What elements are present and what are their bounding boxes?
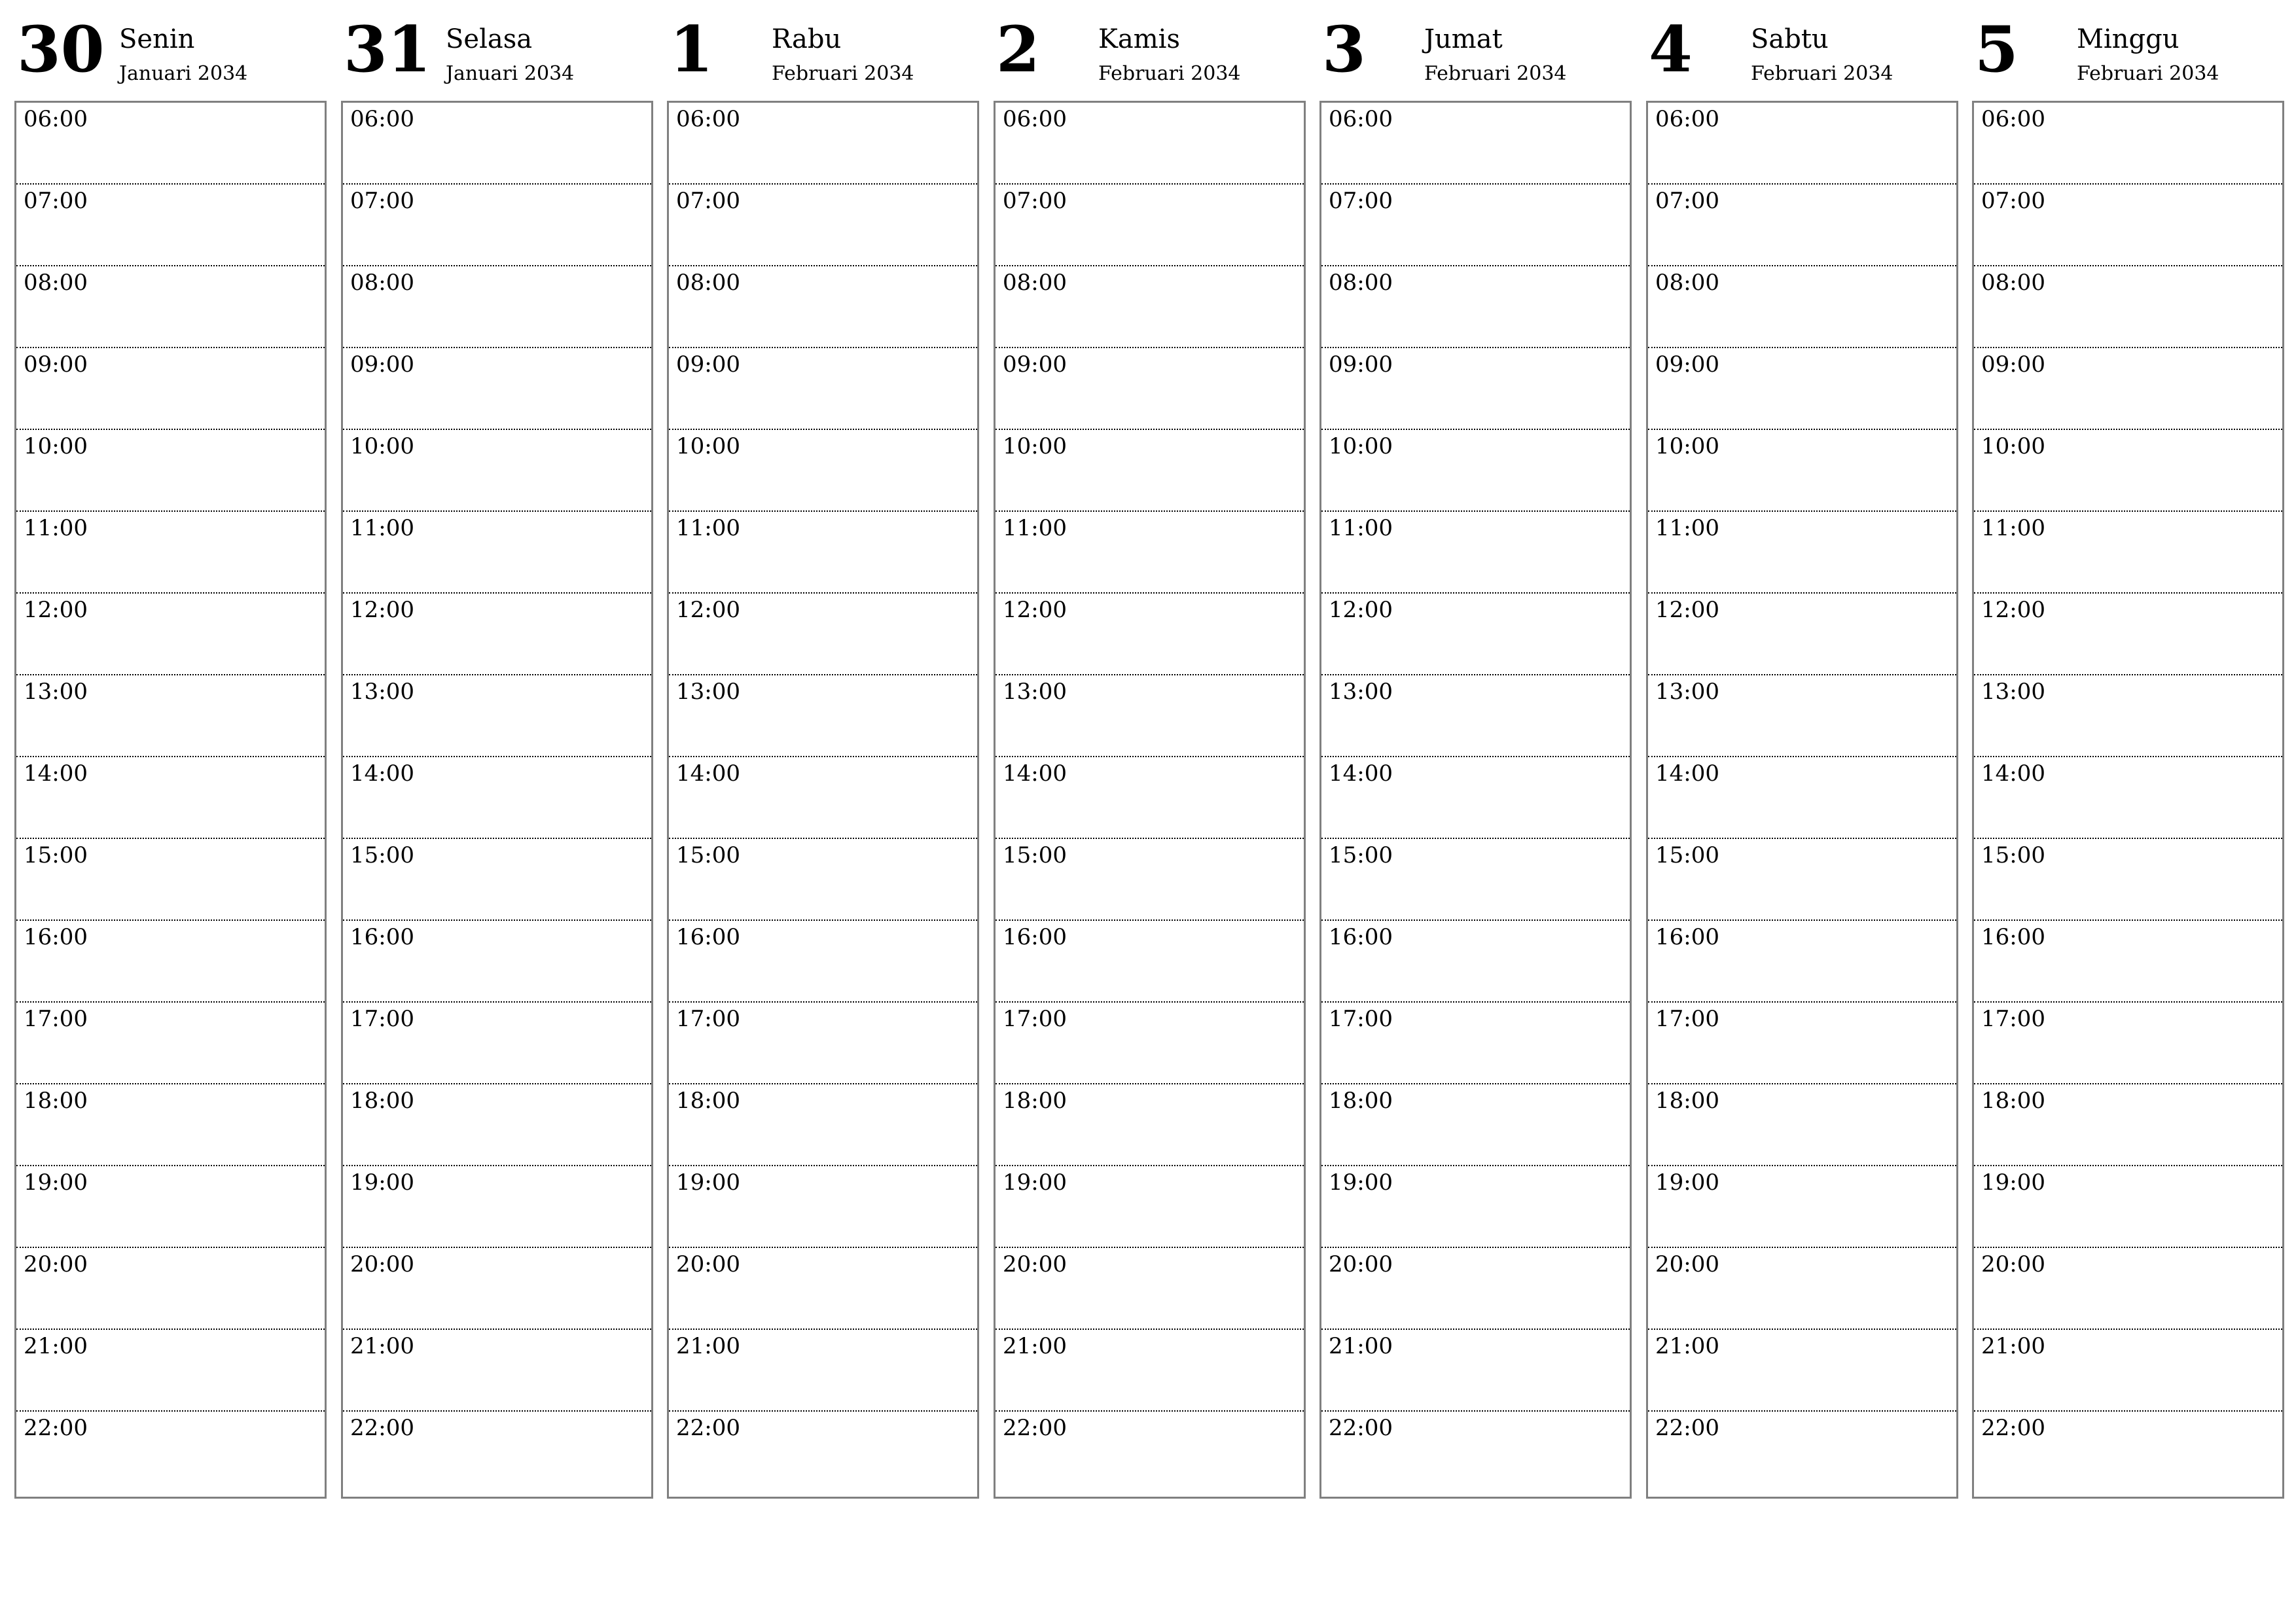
hour-slot[interactable] [1321,1248,1630,1330]
hour-slot[interactable] [1648,512,1956,594]
hour-slot[interactable] [1974,1166,2282,1248]
hour-slot[interactable] [996,1248,1304,1330]
day-month-year: Januari 2034 [119,62,248,85]
day-header [1319,0,1632,101]
hour-label: 14:00 [676,760,740,787]
hour-slot[interactable] [669,1248,977,1330]
hour-slot[interactable] [1648,103,1956,185]
hour-slot[interactable] [669,430,977,512]
hour-label: 21:00 [1655,1333,1719,1359]
hour-label: 21:00 [676,1333,740,1359]
hour-label: 15:00 [1329,842,1393,868]
hour-slot[interactable] [343,921,651,1003]
hour-label: 13:00 [1655,679,1719,705]
hour-label: 12:00 [1329,597,1393,623]
hour-label: 20:00 [676,1251,740,1277]
hour-slot[interactable] [1648,266,1956,348]
hour-label: 22:00 [1329,1415,1393,1441]
day-number: 3 [1322,12,1366,86]
hour-slot[interactable] [996,1166,1304,1248]
hour-label: 19:00 [1329,1169,1393,1196]
hour-label: 15:00 [1655,842,1719,868]
hour-slot[interactable] [1974,430,2282,512]
hour-label: 15:00 [1003,842,1067,868]
hour-slot[interactable] [1648,1412,1956,1493]
hour-slot[interactable] [343,757,651,839]
hour-label: 14:00 [1981,760,2045,787]
hour-slot[interactable] [16,430,325,512]
hour-slot[interactable] [16,1003,325,1084]
day-number: 31 [344,12,431,86]
hour-label: 18:00 [1655,1088,1719,1114]
hour-slot[interactable] [1648,675,1956,757]
hour-label: 11:00 [1003,515,1067,541]
hour-slot[interactable] [996,1084,1304,1166]
hour-label: 14:00 [1003,760,1067,787]
hour-label: 22:00 [676,1415,740,1441]
day-name: Selasa [446,24,533,54]
hour-label: 12:00 [350,597,414,623]
hour-label: 13:00 [1981,679,2045,705]
hour-slot[interactable] [1321,1084,1630,1166]
day-name: Sabtu [1751,24,1829,54]
hour-slot[interactable] [996,266,1304,348]
day-number: 1 [670,12,713,86]
hour-slot[interactable] [1974,675,2282,757]
day-month-year: Januari 2034 [446,62,575,85]
hour-slot[interactable] [996,103,1304,185]
weekly-planner [14,0,2288,1499]
hour-slot[interactable] [1321,839,1630,921]
hour-slot[interactable] [996,430,1304,512]
hour-label: 18:00 [1981,1088,2045,1114]
hour-slot[interactable] [1648,185,1956,266]
hour-label: 06:00 [24,106,88,132]
hour-label: 16:00 [1329,924,1393,950]
hour-slot[interactable] [16,348,325,430]
hour-label: 06:00 [676,106,740,132]
hour-slot[interactable] [1974,185,2282,266]
hour-slot[interactable] [996,1330,1304,1412]
hour-label: 08:00 [350,270,414,296]
day-header [1646,0,1958,101]
hour-label: 11:00 [1981,515,2045,541]
hour-label: 07:00 [1981,188,2045,214]
hour-label: 10:00 [350,433,414,459]
day-name: Minggu [2077,24,2179,54]
hour-slot[interactable] [669,103,977,185]
hour-slot[interactable] [669,266,977,348]
hour-label: 11:00 [24,515,88,541]
hour-label: 10:00 [1329,433,1393,459]
hour-slot[interactable] [343,675,651,757]
hour-label: 10:00 [676,433,740,459]
hour-slot[interactable] [16,266,325,348]
day-month-year: Februari 2034 [1751,62,1893,85]
hour-slot[interactable] [996,348,1304,430]
hour-label: 21:00 [1329,1333,1393,1359]
hour-slot[interactable] [1321,103,1630,185]
day-name: Rabu [772,24,842,54]
day-number: 2 [996,12,1040,86]
hour-label: 20:00 [1003,1251,1067,1277]
hour-slot[interactable] [1974,921,2282,1003]
hour-slot[interactable] [1974,1084,2282,1166]
hour-label: 07:00 [350,188,414,214]
hour-label: 06:00 [1981,106,2045,132]
hour-slot[interactable] [1648,839,1956,921]
day-header [1972,0,2284,101]
hour-slot[interactable] [16,1248,325,1330]
hour-slot[interactable] [16,1412,325,1493]
hour-slot[interactable] [343,839,651,921]
hour-slot[interactable] [1321,1412,1630,1493]
hour-label: 09:00 [350,351,414,378]
hour-label: 19:00 [350,1169,414,1196]
hour-label: 21:00 [1981,1333,2045,1359]
hour-label: 15:00 [1981,842,2045,868]
hour-label: 09:00 [24,351,88,378]
hour-label: 20:00 [1655,1251,1719,1277]
hour-slot[interactable] [996,1003,1304,1084]
hour-grid [341,101,653,1499]
hour-label: 08:00 [24,270,88,296]
hour-slot[interactable] [1321,1330,1630,1412]
day-header [994,0,1306,101]
day-month-year: Februari 2034 [1424,62,1567,85]
hour-label: 17:00 [676,1006,740,1032]
hour-slot[interactable] [996,512,1304,594]
hour-label: 09:00 [1655,351,1719,378]
hour-slot[interactable] [16,1084,325,1166]
hour-slot[interactable] [1648,594,1956,675]
hour-label: 19:00 [1003,1169,1067,1196]
hour-label: 19:00 [676,1169,740,1196]
hour-slot[interactable] [669,1330,977,1412]
hour-slot[interactable] [1321,1166,1630,1248]
hour-slot[interactable] [343,185,651,266]
day-column [1972,0,2284,1499]
hour-label: 17:00 [1981,1006,2045,1032]
hour-label: 11:00 [1655,515,1719,541]
hour-label: 14:00 [1655,760,1719,787]
hour-label: 07:00 [1655,188,1719,214]
hour-label: 07:00 [1329,188,1393,214]
hour-label: 15:00 [350,842,414,868]
hour-slot[interactable] [996,185,1304,266]
hour-label: 21:00 [1003,1333,1067,1359]
hour-label: 10:00 [24,433,88,459]
hour-slot[interactable] [343,512,651,594]
hour-grid [14,101,327,1499]
hour-slot[interactable] [16,103,325,185]
hour-label: 20:00 [1981,1251,2045,1277]
hour-slot[interactable] [996,1412,1304,1493]
hour-label: 20:00 [1329,1251,1393,1277]
hour-label: 08:00 [1003,270,1067,296]
hour-label: 08:00 [1329,270,1393,296]
hour-label: 20:00 [24,1251,88,1277]
hour-label: 17:00 [1329,1006,1393,1032]
hour-slot[interactable] [1974,1248,2282,1330]
hour-slot[interactable] [1648,1084,1956,1166]
hour-label: 14:00 [1329,760,1393,787]
day-column [341,0,653,1499]
hour-label: 09:00 [676,351,740,378]
hour-slot[interactable] [1321,512,1630,594]
hour-slot[interactable] [669,675,977,757]
hour-slot[interactable] [1321,594,1630,675]
hour-slot[interactable] [1974,594,2282,675]
hour-label: 12:00 [676,597,740,623]
hour-grid [667,101,979,1499]
hour-slot[interactable] [1974,839,2282,921]
hour-slot[interactable] [343,1248,651,1330]
day-month-year: Februari 2034 [772,62,914,85]
day-name: Jumat [1424,24,1503,54]
day-column [1646,0,1958,1499]
hour-label: 22:00 [1981,1415,2045,1441]
hour-slot[interactable] [16,1330,325,1412]
hour-label: 16:00 [1003,924,1067,950]
hour-label: 10:00 [1981,433,2045,459]
hour-slot[interactable] [16,594,325,675]
hour-slot[interactable] [1974,266,2282,348]
hour-slot[interactable] [343,594,651,675]
hour-slot[interactable] [1974,757,2282,839]
hour-slot[interactable] [1648,921,1956,1003]
hour-slot[interactable] [1974,1330,2282,1412]
day-number: 5 [1975,12,2018,86]
hour-label: 13:00 [1003,679,1067,705]
hour-grid [1972,101,2284,1499]
hour-label: 21:00 [350,1333,414,1359]
hour-slot[interactable] [1321,430,1630,512]
hour-grid [994,101,1306,1499]
hour-slot[interactable] [996,757,1304,839]
hour-slot[interactable] [16,675,325,757]
hour-label: 15:00 [676,842,740,868]
hour-slot[interactable] [1321,921,1630,1003]
hour-label: 18:00 [1003,1088,1067,1114]
hour-slot[interactable] [1321,675,1630,757]
hour-slot[interactable] [669,1003,977,1084]
day-column [1319,0,1632,1499]
hour-slot[interactable] [16,839,325,921]
hour-label: 16:00 [676,924,740,950]
day-month-year: Februari 2034 [2077,62,2219,85]
hour-label: 16:00 [350,924,414,950]
hour-slot[interactable] [16,512,325,594]
hour-slot[interactable] [1974,348,2282,430]
hour-slot[interactable] [1974,512,2282,594]
hour-slot[interactable] [343,103,651,185]
hour-label: 13:00 [24,679,88,705]
hour-slot[interactable] [1648,1248,1956,1330]
hour-label: 11:00 [676,515,740,541]
hour-label: 16:00 [1655,924,1719,950]
day-name: Senin [119,24,195,54]
hour-label: 18:00 [350,1088,414,1114]
hour-slot[interactable] [669,921,977,1003]
hour-slot[interactable] [343,430,651,512]
hour-label: 17:00 [1655,1006,1719,1032]
hour-slot[interactable] [16,1166,325,1248]
hour-slot[interactable] [996,594,1304,675]
hour-slot[interactable] [343,1003,651,1084]
hour-slot[interactable] [1648,348,1956,430]
hour-slot[interactable] [669,757,977,839]
hour-label: 22:00 [24,1415,88,1441]
hour-label: 11:00 [350,515,414,541]
hour-slot[interactable] [16,757,325,839]
hour-label: 21:00 [24,1333,88,1359]
hour-slot[interactable] [1321,757,1630,839]
day-number: 4 [1649,12,1693,86]
hour-slot[interactable] [669,512,977,594]
hour-label: 06:00 [1329,106,1393,132]
hour-label: 14:00 [350,760,414,787]
hour-label: 12:00 [24,597,88,623]
hour-slot[interactable] [669,185,977,266]
day-month-year: Februari 2034 [1098,62,1241,85]
hour-slot[interactable] [996,839,1304,921]
hour-slot[interactable] [343,1084,651,1166]
hour-label: 17:00 [1003,1006,1067,1032]
hour-label: 08:00 [676,270,740,296]
hour-slot[interactable] [669,348,977,430]
hour-label: 14:00 [24,760,88,787]
hour-label: 06:00 [1003,106,1067,132]
hour-label: 12:00 [1655,597,1719,623]
hour-slot[interactable] [343,266,651,348]
hour-slot[interactable] [1974,103,2282,185]
hour-slot[interactable] [996,675,1304,757]
hour-slot[interactable] [1321,266,1630,348]
hour-label: 07:00 [676,188,740,214]
hour-label: 06:00 [350,106,414,132]
hour-grid [1646,101,1958,1499]
day-column [667,0,979,1499]
hour-label: 18:00 [24,1088,88,1114]
hour-slot[interactable] [1648,757,1956,839]
hour-label: 22:00 [350,1415,414,1441]
hour-slot[interactable] [343,348,651,430]
hour-label: 09:00 [1003,351,1067,378]
hour-slot[interactable] [343,1412,651,1493]
day-header [341,0,653,101]
hour-label: 07:00 [1003,188,1067,214]
hour-slot[interactable] [16,185,325,266]
hour-label: 09:00 [1329,351,1393,378]
hour-slot[interactable] [1648,1166,1956,1248]
day-name: Kamis [1098,24,1180,54]
hour-slot[interactable] [669,594,977,675]
day-number: 30 [17,12,105,86]
hour-label: 19:00 [24,1169,88,1196]
hour-slot[interactable] [669,1412,977,1493]
hour-label: 13:00 [1329,679,1393,705]
hour-label: 15:00 [24,842,88,868]
hour-label: 19:00 [1655,1169,1719,1196]
hour-slot[interactable] [669,839,977,921]
hour-label: 18:00 [1329,1088,1393,1114]
hour-slot[interactable] [1974,1003,2282,1084]
hour-slot[interactable] [343,1166,651,1248]
hour-label: 10:00 [1655,433,1719,459]
hour-label: 12:00 [1981,597,2045,623]
hour-label: 07:00 [24,188,88,214]
hour-slot[interactable] [1648,430,1956,512]
hour-slot[interactable] [669,1084,977,1166]
hour-label: 17:00 [24,1006,88,1032]
day-header [667,0,979,101]
day-column [14,0,327,1499]
hour-label: 10:00 [1003,433,1067,459]
hour-label: 08:00 [1981,270,2045,296]
hour-slot[interactable] [1648,1003,1956,1084]
hour-label: 18:00 [676,1088,740,1114]
hour-label: 20:00 [350,1251,414,1277]
hour-slot[interactable] [669,1166,977,1248]
hour-label: 08:00 [1655,270,1719,296]
hour-label: 11:00 [1329,515,1393,541]
day-column [994,0,1306,1499]
hour-label: 06:00 [1655,106,1719,132]
hour-label: 16:00 [24,924,88,950]
day-header [14,0,327,101]
hour-slot[interactable] [16,921,325,1003]
hour-label: 16:00 [1981,924,2045,950]
hour-label: 09:00 [1981,351,2045,378]
hour-label: 19:00 [1981,1169,2045,1196]
hour-slot[interactable] [1974,1412,2282,1493]
hour-label: 13:00 [350,679,414,705]
hour-label: 22:00 [1003,1415,1067,1441]
hour-label: 22:00 [1655,1415,1719,1441]
hour-slot[interactable] [343,1330,651,1412]
hour-slot[interactable] [1321,185,1630,266]
hour-label: 17:00 [350,1006,414,1032]
hour-grid [1319,101,1632,1499]
hour-label: 13:00 [676,679,740,705]
hour-label: 12:00 [1003,597,1067,623]
hour-slot[interactable] [1321,1003,1630,1084]
hour-slot[interactable] [996,921,1304,1003]
hour-slot[interactable] [1321,348,1630,430]
hour-slot[interactable] [1648,1330,1956,1412]
